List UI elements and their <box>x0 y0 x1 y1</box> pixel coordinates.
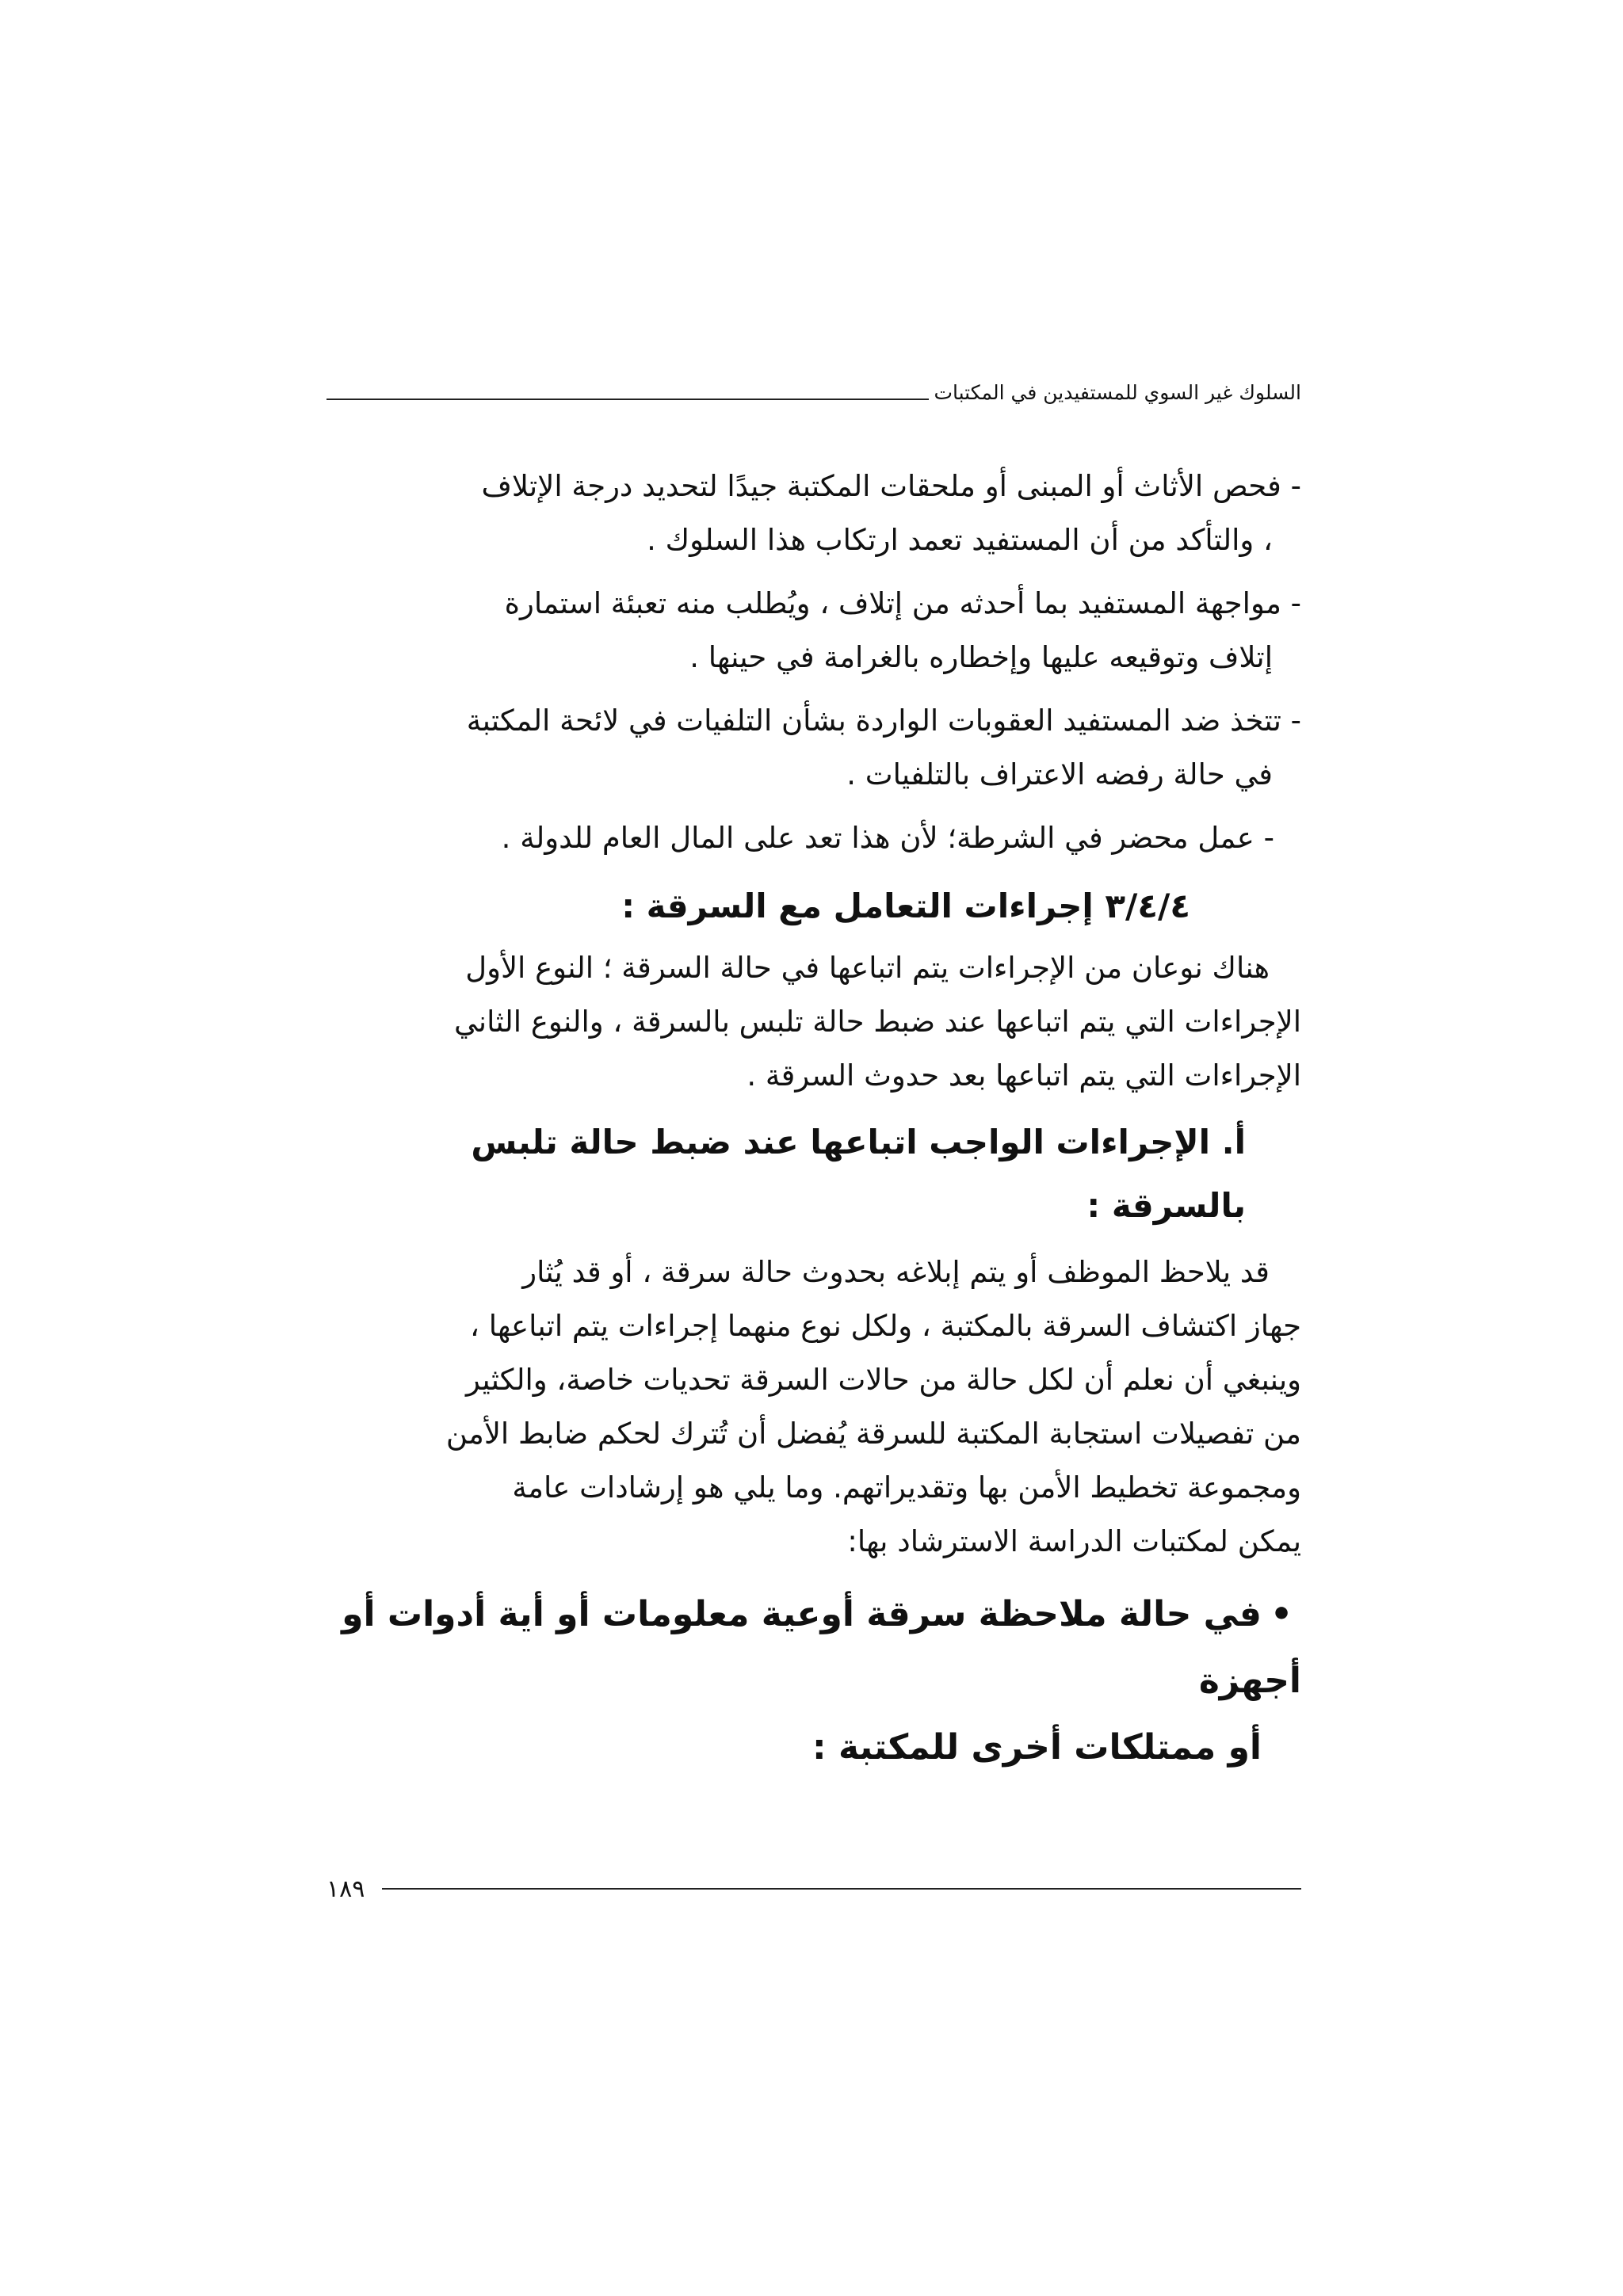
paragraph-line: وينبغي أن نعلم أن لكل حالة من حالات السرقة تحديات خاصة، والكثير <box>466 1363 1301 1397</box>
list-item-line: ، والتأكد من أن المستفيد تعمد ارتكاب هذا السلوك . <box>647 523 1273 557</box>
paragraph-line: ومجموعة تخطيط الأمن بها وتقديراتهم. وما يلي هو إرشادات عامة <box>512 1470 1301 1505</box>
paragraph-line: هناك نوعان من الإجراءات يتم اتباعها في حالة السرقة ؛ النوع الأول <box>465 951 1270 985</box>
subsection-heading: أ. الإجراءات الواجب اتباعها عند ضبط حالة تلبس بالسرقة : <box>471 1123 1246 1225</box>
section-heading: ٣/٤/٤ إجراءات التعامل مع السرقة : <box>621 887 1190 925</box>
list-item-line: - عمل محضر في الشرطة؛ لأن هذا تعد على المال العام للدولة . <box>501 821 1274 855</box>
page-footer <box>327 1873 1301 1905</box>
paragraph-line: الإجراءات التي يتم اتباعها بعد حدوث السرقة . <box>747 1058 1301 1093</box>
running-header <box>327 366 1301 402</box>
paragraph-types-of-procedures <box>327 941 1301 1103</box>
page-number: ١٨٩ <box>327 1875 365 1903</box>
bullet-heading-line: في حالة ملاحظة سرقة أوعية معلومات أو أية أدوات أو أجهزة <box>342 1594 1301 1701</box>
paragraph-line: الإجراءات التي يتم اتباعها عند ضبط حالة تلبس بالسرقة ، والنوع الثاني <box>453 1005 1301 1039</box>
header-rule <box>327 399 929 400</box>
list-item <box>327 577 1301 685</box>
bullet-heading-line: أو ممتلكات أخرى للمكتبة : <box>812 1727 1262 1768</box>
paragraph-line: من تفصيلات استجابة المكتبة للسرقة يُفضل أن تُترك لحكم ضابط الأمن <box>445 1417 1301 1451</box>
list-item-line: - مواجهة المستفيد بما أحدثه من إتلاف ، ويُطلب منه تعبئة استمارة <box>504 586 1301 620</box>
paragraph-line: جهاز اكتشاف السرقة بالمكتبة ، ولكل نوع منهما إجراءات يتم اتباعها ، <box>469 1309 1301 1343</box>
paragraph-theft-guidance <box>327 1245 1301 1569</box>
list-item <box>327 460 1301 567</box>
paragraph-line: يمكن لمكتبات الدراسة الاسترشاد بها: <box>847 1524 1301 1558</box>
bullet-heading <box>327 1581 1301 1781</box>
list-item <box>327 811 1301 865</box>
footer-rule <box>382 1888 1301 1890</box>
list-item-line: - فحص الأثاث أو المبنى أو ملحقات المكتبة جيدًا لتحديد درجة الإتلاف <box>481 469 1301 503</box>
list-item-line: إتلاف وتوقيعه عليها وإخطاره بالغرامة في حينها . <box>689 640 1273 674</box>
list-item-line: في حالة رفضه الاعتراف بالتلفيات . <box>846 757 1273 791</box>
book-page <box>327 366 1301 1919</box>
page-body <box>327 460 1301 1781</box>
bullet-icon: • <box>1270 1594 1293 1634</box>
list-item <box>327 694 1301 802</box>
running-header-title: السلوك غير السوي للمستفيدين في المكتبات <box>934 381 1301 404</box>
list-item-line: - تتخذ ضد المستفيد العقوبات الواردة بشأن التلفيات في لائحة المكتبة <box>466 704 1301 738</box>
paragraph-line: قد يلاحظ الموظف أو يتم إبلاغه بحدوث حالة سرقة ، أو قد يُثار <box>522 1255 1270 1289</box>
